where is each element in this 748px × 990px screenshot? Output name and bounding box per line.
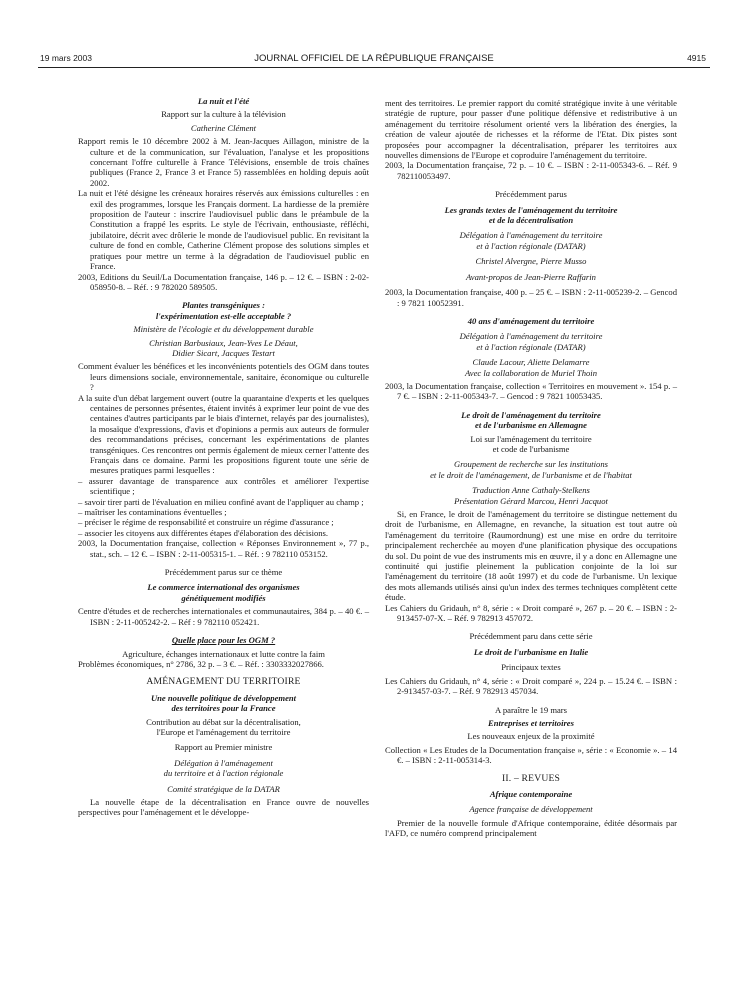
entry-ministry: Ministère de l'écologie et du développement durable bbox=[133, 324, 314, 335]
entry-delegation: Délégation à l'aménagement du territoire bbox=[459, 230, 603, 241]
right-column bbox=[385, 98, 677, 839]
header-title: JOURNAL OFFICIEL DE LA RÉPUBLIQUE FRANÇAISE bbox=[254, 53, 494, 64]
entry-title: Une nouvelle politique de développement bbox=[150, 692, 297, 703]
entry-translator: Traduction Anne Cathaly-Stelkens bbox=[472, 485, 590, 496]
entry-title: Le droit de l'urbanisme en Italie bbox=[473, 646, 589, 657]
section-heading: II. – REVUES bbox=[501, 772, 561, 784]
entry-author: Catherine Clément bbox=[190, 122, 257, 133]
list-item: – maîtriser les contaminations éventuelles ; bbox=[78, 507, 227, 518]
entry-title: Quelle place pour les OGM ? bbox=[171, 635, 276, 646]
entry-subtitle: Les nouveaux enjeux de la proximité bbox=[467, 731, 595, 742]
entry-paragraph: Si, en France, le droit de l'aménagement du territoire se distingue nettement du droit de l'urbanisme, en Allemagne, en revanche, la situation est tout autre où l'aménagement du territoire (Raumordnung) est une mise en ordre du territoire principalement recherchée au moyen d'une planification physique des occupations du sol. Du point de vue des instruments mis en œuvre, il y a donc en Allemagne une continuité qui justifie pleinement la publication conjointe de la loi sur l'aménagement du territoire (18 août 1997) et du code de l'urbanisme. Un lexique des mots allemands utilisés ainsi qu'un index des termes techniques complètent cette étude. bbox=[385, 509, 677, 603]
entry-title: Les grands textes de l'aménagement du territoire bbox=[444, 204, 618, 215]
entry-delegation: et à l'action régionale (DATAR) bbox=[476, 341, 586, 352]
entry-title: Entreprises et territoires bbox=[488, 717, 574, 728]
entry-reference: Les Cahiers du Gridauh, n° 8, série : « Droit comparé », 267 p. – 20 €. – ISBN : 2-913457-07-X. – Réf. 9 782913 457072. bbox=[385, 602, 677, 624]
entry-subtitle: l'Europe et l'aménagement du territoire bbox=[156, 726, 291, 737]
entry-reference: 2003, la Documentation française, collection « Territoires en mouvement ». 154 p. – 7 €. – ISBN : 2-11-005343-7. – Gencod : 9 7821 10053435. bbox=[385, 380, 677, 402]
entry-publisher: Agence française de développement bbox=[469, 804, 593, 815]
entry-subtitle: Loi sur l'aménagement du territoire bbox=[470, 433, 592, 444]
entry-delegation: et à l'action régionale (DATAR) bbox=[476, 240, 586, 251]
entry-subtitle: Contribution au débat sur la décentralisation, bbox=[146, 716, 301, 727]
entry-author: Christel Alvergne, Pierre Musso bbox=[475, 256, 587, 267]
entry-title: et de la décentralisation bbox=[488, 215, 574, 226]
previously-published-label: Précédemment parus sur ce thème bbox=[164, 567, 283, 578]
list-item: – associer les citoyens aux différentes étapes d'élaboration des décisions. bbox=[78, 527, 329, 538]
entry-title: et de l'urbanisme en Allemagne bbox=[475, 420, 587, 431]
list-item: – savoir tirer parti de l'évaluation en milieu confiné avant de l'appliquer au champ ; bbox=[78, 496, 364, 507]
entry-title: l'expérimentation est-elle acceptable ? bbox=[155, 310, 292, 321]
entry-paragraph: A la suite d'un débat largement ouvert (outre la quarantaine d'experts et les quelques centaines de personnes présentes, étaient invités à exprimer leur point de vue des centaines d'autres participants par le biais d'internet, relayés par des journalistes), la mosaïque d'expressions, d'avis et d'opinions a permis aux auteurs de formuler des recommandations précises, concernant les expérimentations de plantes transgéniques. Ces rencontres ont permis également de mieux cerner l'attente des Français dans ce domaine. Parmi les propositions figurent toute une série de mesures pratiques parmi lesquelles : bbox=[78, 392, 369, 476]
entry-author: Christian Barbusiaux, Jean-Yves Le Déaut, bbox=[149, 337, 298, 348]
entry-subtitle: et code de l'urbanisme bbox=[492, 443, 570, 454]
entry-paragraph: La nuit et l'été désigne les créneaux horaires réservés aux émissions culturelles : en exil des programmes, lorsque les Français dorment. La hardiesse de la première proposition de l'auteur : inscrire l'audiovisuel public dans le préambule de la Constitution a frappé les esprits. Le style de l'écrivain, enthousiaste, réfléchi, jubilatoire, décrit avec drôlerie le monde de l'audiovisuel public. En revisitant la culture de fond en comble, Catherine Clément propose des solutions simples et pratiques pour mettre un terme à la dégradation de l'audiovisuel public en France. bbox=[78, 188, 369, 272]
entry-reference: 2003, la Documentation française, collection « Réponses Environnement », 77 p., stat., sch. – 12 €. – ISBN : 2-11-005315-1. – Réf. : 9 782110 053152. bbox=[78, 538, 369, 559]
entry-title: des territoires pour la France bbox=[171, 703, 276, 714]
entry-title: Le commerce international des organismes bbox=[147, 582, 300, 593]
entry-paragraph: ment des territoires. Le premier rapport du comité stratégique invite à une véritable stratégie de rupture, pour passer d'une politique défensive et redistributive à un aménagement du territoire résolument orienté vers la libération des énergies, la création de valeur ajoutée de richesses et la réforme de l'Etat. Dix pistes sont proposées pour accompagner la décentralisation, préparer les territoires aux nouvelles dimensions de l'Europe et coproduire l'aménagement du territoire. bbox=[385, 98, 677, 161]
entry-title: La nuit et l'été bbox=[197, 96, 250, 106]
entry-subtitle: Agriculture, échanges internationaux et lutte contre la faim bbox=[122, 648, 325, 659]
entry-reference: Problèmes économiques, n° 2786, 32 p. – 3 €. – Réf. : 3303332027866. bbox=[78, 658, 324, 669]
list-item: – préciser le régime de responsabilité et construire un régime d'assurance ; bbox=[78, 517, 334, 528]
entry-reference: Les Cahiers du Gridauh, n° 4, série : « Droit comparé », 224 p. – 15.24 €. – ISBN : 2-913457-03-7. – Réf. 9 782913 457034. bbox=[385, 675, 677, 697]
entry-presenter: Présentation Gérard Marcou, Henri Jacquot bbox=[454, 495, 608, 506]
entry-reference: 2003, la Documentation française, 72 p. – 10 €. – ISBN : 2-11-005343-6. – Réf. 9 782110053497. bbox=[385, 160, 677, 181]
entry-reference: Collection « Les Etudes de la Documentation française », série : « Economie ». – 14 €. – ISBN : 2-11-005314-3. bbox=[385, 744, 677, 766]
entry-delegation: Délégation à l'aménagement du territoire bbox=[459, 331, 603, 342]
entry-paragraph: Comment évaluer les bénéfices et les inconvénients potentiels des OGM dans toutes leurs dimensions sociale, environnementale, sanitaire, économique ou culturelle ? bbox=[78, 361, 369, 393]
section-heading: AMÉNAGEMENT DU TERRITOIRE bbox=[146, 676, 301, 688]
entry-paragraph: La nouvelle étape de la décentralisation en France ouvre de nouvelles perspectives pour l'aménagement et le développe- bbox=[78, 796, 369, 818]
entry-delegation: Délégation à l'aménagement bbox=[174, 757, 273, 768]
entry-subtitle: Rapport sur la culture à la télévision bbox=[161, 109, 286, 120]
previously-published-label: Précédemment paru dans cette série bbox=[469, 631, 593, 642]
entry-title: Afrique contemporaine bbox=[489, 788, 573, 799]
forthcoming-label: A paraître le 19 mars bbox=[494, 704, 568, 715]
previously-published-label: Précédemment parus bbox=[495, 189, 567, 200]
header-rule bbox=[38, 67, 710, 68]
entry-subtitle: Rapport au Premier ministre bbox=[174, 742, 273, 753]
entry-group: et le droit de l'aménagement, de l'urbanisme et de l'habitat bbox=[430, 469, 632, 480]
entry-paragraph: Premier de la nouvelle formule d'Afrique contemporaine, éditée désormais par l'AFD, ce numéro comprend principalement bbox=[385, 817, 677, 839]
entry-delegation: du territoire et à l'action régionale bbox=[163, 768, 284, 779]
header-page-number: 4915 bbox=[687, 53, 706, 63]
entry-paragraph: Rapport remis le 10 décembre 2002 à M. Jean-Jacques Aillagon, ministre de la culture et de la communication, sur l'évaluation, l'analyse et les propositions concernant l'offre culturelle à France Télévisions, ensemble de trois chaînes publiques (France 2, France 3 et France 5) rassemblées en holding depuis août 2002. bbox=[78, 136, 369, 188]
entry-author: Claude Lacour, Aliette Delamarre bbox=[472, 357, 590, 368]
entry-group: Groupement de recherche sur les institutions bbox=[454, 459, 608, 470]
left-column bbox=[78, 96, 369, 818]
entry-reference: 2003, la Documentation française, 400 p. – 25 €. – ISBN : 2-11-005239-2. – Gencod : 9 7821 10052391. bbox=[385, 287, 677, 308]
entry-foreword: Avant-propos de Jean-Pierre Raffarin bbox=[466, 271, 596, 282]
header-date: 19 mars 2003 bbox=[40, 53, 92, 63]
entry-subtitle: Principaux textes bbox=[501, 662, 561, 673]
entry-committee: Comité stratégique de la DATAR bbox=[167, 783, 280, 794]
entry-title: Plantes transgéniques : bbox=[181, 300, 266, 311]
entry-title: Le droit de l'aménagement du territoire bbox=[461, 409, 601, 420]
entry-author: Didier Sicart, Jacques Testart bbox=[172, 347, 275, 358]
entry-reference: 2003, Editions du Seuil/La Documentation française, 146 p. – 12 €. – ISBN : 2-02-058950-8. – Réf. : 9 782020 589505. bbox=[78, 271, 369, 292]
entry-reference: Centre d'études et de recherches internationales et communautaires, 384 p. – 40 €. – ISBN : 2-11-005242-2. – Réf : 9 782110 052421. bbox=[78, 606, 369, 627]
entry-author: Avec la collaboration de Muriel Thoin bbox=[465, 367, 597, 378]
entry-title: 40 ans d'aménagement du territoire bbox=[467, 315, 595, 326]
list-item: – assurer davantage de transparence aux contrôles et améliorer l'expertise scientifique ; bbox=[78, 475, 369, 497]
entry-title: génétiquement modifiés bbox=[181, 592, 266, 603]
